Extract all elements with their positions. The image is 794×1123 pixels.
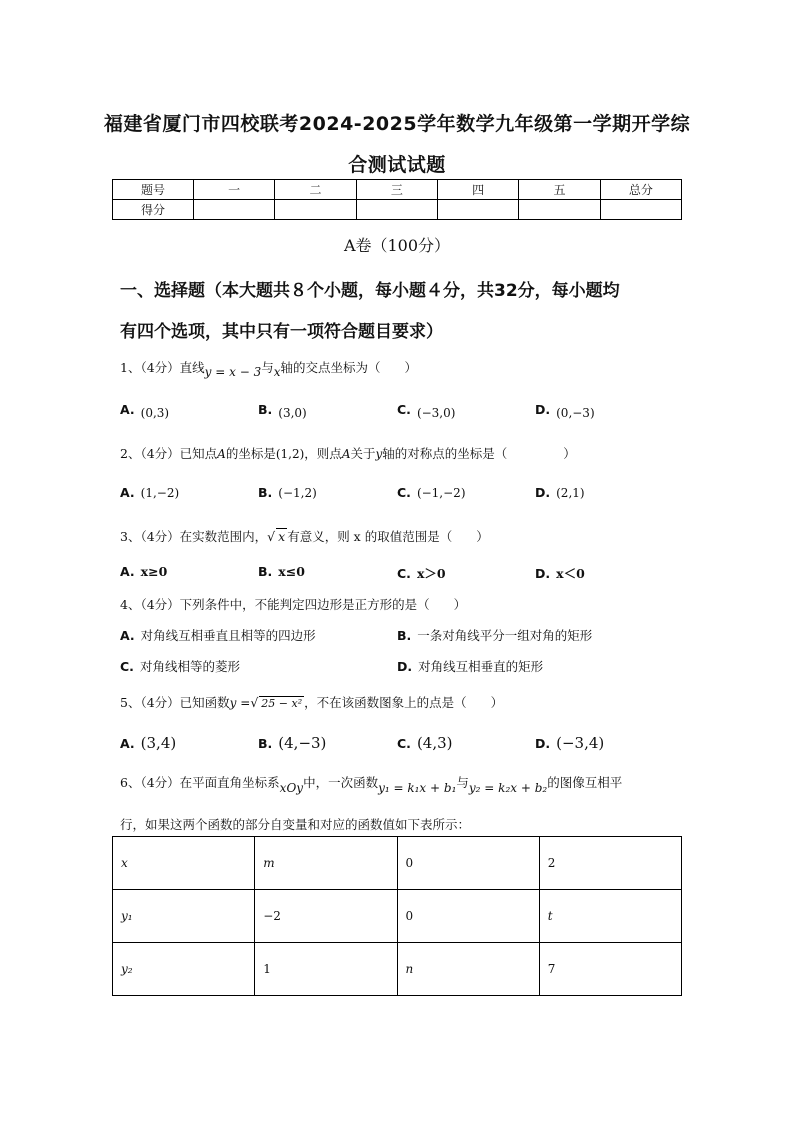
q2-end: ） <box>563 446 576 461</box>
option-text: x＞0 <box>416 566 446 581</box>
table-cell: 1 <box>255 943 397 996</box>
option-letter: B. <box>258 402 273 417</box>
q3-option-b <box>258 564 305 579</box>
option-text: (−1,2) <box>278 486 317 500</box>
option-letter: B. <box>397 628 412 643</box>
page-title-line2: 合测试试题 <box>348 154 446 176</box>
table-cell: y₂ <box>113 943 255 996</box>
table-cell: 7 <box>539 943 681 996</box>
option-letter: A. <box>120 402 135 417</box>
q2-point2: A <box>341 447 351 461</box>
option-text: (−3,4) <box>556 734 605 752</box>
sqrt-icon: √ <box>267 529 276 544</box>
option-letter: C. <box>120 659 134 674</box>
table-row <box>113 837 682 890</box>
q6-mid2: 与 <box>456 775 469 790</box>
option-text: (2,1) <box>556 486 585 500</box>
score-row-label: 得分 <box>113 200 194 220</box>
q2-coord: (1,2) <box>275 447 305 461</box>
q3-radicand: x <box>278 529 286 544</box>
q1-option-d <box>535 402 595 420</box>
option-text: 对角线相等的菱形 <box>139 659 240 674</box>
q6-suffix: 的图像互相平 <box>547 775 623 790</box>
q5-option-d <box>535 734 604 752</box>
page-title-line1: 福建省厦门市四校联考2024-2025学年数学九年级第一学期开学综 <box>103 113 691 135</box>
score-empty-cell <box>356 200 437 220</box>
q4-option-a <box>120 626 316 644</box>
q4-option-d <box>397 657 543 675</box>
q1-option-a <box>120 402 170 420</box>
q1-mid: 与 <box>261 360 274 375</box>
q3-prefix: 3、（4分）在实数范围内， <box>120 529 268 544</box>
option-text: (−1,−2) <box>416 486 466 500</box>
q2-option-b <box>258 485 317 500</box>
q6-prefix: 6、（4分）在平面直角坐标系 <box>120 775 280 790</box>
table-cell: 0 <box>397 890 539 943</box>
option-letter: B. <box>258 485 273 500</box>
table-cell: x <box>113 837 255 890</box>
q1-end: ） <box>404 360 418 375</box>
q1-option-b <box>258 402 307 420</box>
q2-mid2: ，则点 <box>304 446 342 461</box>
q6-coord-system: xOy <box>279 781 304 795</box>
q2-point: A <box>217 447 226 461</box>
q6-values-table <box>112 836 682 996</box>
score-empty-cell <box>275 200 356 220</box>
q3-option-c <box>397 564 446 582</box>
table-cell: 0 <box>397 837 539 890</box>
q6-function-1: y₁ = k₁x + b₁ <box>378 781 457 795</box>
option-letter: D. <box>535 402 551 417</box>
section1-heading-line2: 有四个选项，其中只有一项符合题目要求） <box>120 322 443 342</box>
option-letter: A. <box>120 628 135 643</box>
question-1 <box>120 358 418 379</box>
q3-suffix: 有意义，则 x 的取值范围是（ <box>287 529 453 544</box>
q5-suffix: ，不在该函数图象上的点是（ <box>304 695 467 710</box>
option-text: x＜0 <box>556 566 585 581</box>
q5-option-b <box>258 734 326 752</box>
q1-var: x <box>273 365 281 379</box>
q6-mid1: 中，一次函数 <box>303 775 379 790</box>
q5-option-c <box>397 734 453 752</box>
option-letter: D. <box>535 566 551 581</box>
question-4 <box>120 595 466 613</box>
table-cell: t <box>539 890 681 943</box>
option-text: 对角线互相垂直的矩形 <box>418 659 544 674</box>
option-text: (4,3) <box>416 734 453 752</box>
option-text: 一条对角线平分一组对角的矩形 <box>417 628 593 643</box>
q2-suffix: 轴的对称点的坐标是（ <box>382 446 508 461</box>
q5-lhs: y = <box>229 696 251 710</box>
q5-end: ） <box>490 695 504 710</box>
score-table-score-row <box>113 200 682 220</box>
option-text: (0,3) <box>140 406 170 420</box>
option-letter: B. <box>258 736 273 751</box>
q1-equation: y = x − 3 <box>204 365 262 379</box>
q4-option-b <box>397 626 592 644</box>
q2-var: y <box>375 447 383 461</box>
table-cell: n <box>397 943 539 996</box>
q5-prefix: 5、（4分）已知函数 <box>120 695 230 710</box>
question-2 <box>120 444 576 462</box>
option-letter: C. <box>397 402 411 417</box>
q2-prefix: 2、（4分）已知点 <box>120 446 218 461</box>
option-letter: C. <box>397 736 411 751</box>
table-cell: y₁ <box>113 890 255 943</box>
question-5 <box>120 693 503 711</box>
q2-option-a <box>120 485 179 500</box>
score-empty-cell <box>519 200 600 220</box>
option-letter: A. <box>120 485 135 500</box>
option-letter: D. <box>535 736 551 751</box>
question-3 <box>120 527 489 545</box>
score-table <box>112 179 682 220</box>
q2-mid3: 关于 <box>350 446 376 461</box>
q3-option-a <box>120 564 167 579</box>
option-text: (4,−3) <box>278 734 327 752</box>
score-header-cell: 五 <box>519 180 600 200</box>
option-letter: D. <box>397 659 413 674</box>
option-letter: A. <box>120 736 135 751</box>
option-letter: C. <box>397 485 411 500</box>
score-header-cell: 总分 <box>600 180 681 200</box>
score-empty-cell <box>600 200 681 220</box>
q4-end: ） <box>453 597 467 612</box>
q1-option-c <box>397 402 456 420</box>
option-letter: D. <box>535 485 551 500</box>
q5-radicand: 25 − x² <box>261 697 303 710</box>
option-letter: C. <box>397 566 411 581</box>
score-table-header-row <box>113 180 682 200</box>
question-6 <box>120 773 623 795</box>
q2-option-c <box>397 485 466 500</box>
q6-line2: 行，如果这两个函数的部分自变量和对应的函数值如下表所示： <box>120 817 471 832</box>
option-letter: B. <box>258 564 273 579</box>
option-text: x≥0 <box>140 564 168 579</box>
score-header-cell: 题号 <box>113 180 194 200</box>
score-header-cell: 三 <box>356 180 437 200</box>
option-text: (3,0) <box>278 406 307 420</box>
q1-suffix: 轴的交点坐标为（ <box>280 360 381 375</box>
option-letter: A. <box>120 564 135 579</box>
option-text: x≤0 <box>278 564 305 579</box>
table-cell: −2 <box>255 890 397 943</box>
option-text: (0,−3) <box>556 406 595 420</box>
score-header-cell: 一 <box>194 180 275 200</box>
score-empty-cell <box>437 200 518 220</box>
q4-text: 4、（4分）下列条件中，不能判定四边形是正方形的是（ <box>120 597 430 612</box>
option-text: 对角线互相垂直且相等的四边形 <box>140 628 316 643</box>
score-header-cell: 四 <box>437 180 518 200</box>
table-row <box>113 890 682 943</box>
score-header-cell: 二 <box>275 180 356 200</box>
option-text: (−3,0) <box>416 406 456 420</box>
q3-end: ） <box>476 529 489 544</box>
q4-option-c <box>120 657 240 675</box>
sqrt-icon: √ <box>250 695 259 710</box>
option-text: (3,4) <box>140 734 177 752</box>
q2-mid1: 的坐标是 <box>225 446 276 461</box>
question-6-line2 <box>120 815 470 833</box>
score-empty-cell <box>194 200 275 220</box>
q5-option-a <box>120 734 176 752</box>
table-cell: 2 <box>539 837 681 890</box>
q3-option-d <box>535 564 585 582</box>
q2-option-d <box>535 485 585 500</box>
table-cell: m <box>255 837 397 890</box>
section1-heading-line1: 一、选择题（本大题共８个小题，每小题４分，共32分，每小题均 <box>120 281 620 301</box>
q1-prefix: 1、（4分）直线 <box>120 360 205 375</box>
option-text: (1,−2) <box>140 486 180 500</box>
q6-function-2: y₂ = k₂x + b₂ <box>468 781 548 795</box>
table-row <box>113 943 682 996</box>
section-a-heading: A卷（100分） <box>343 236 451 255</box>
